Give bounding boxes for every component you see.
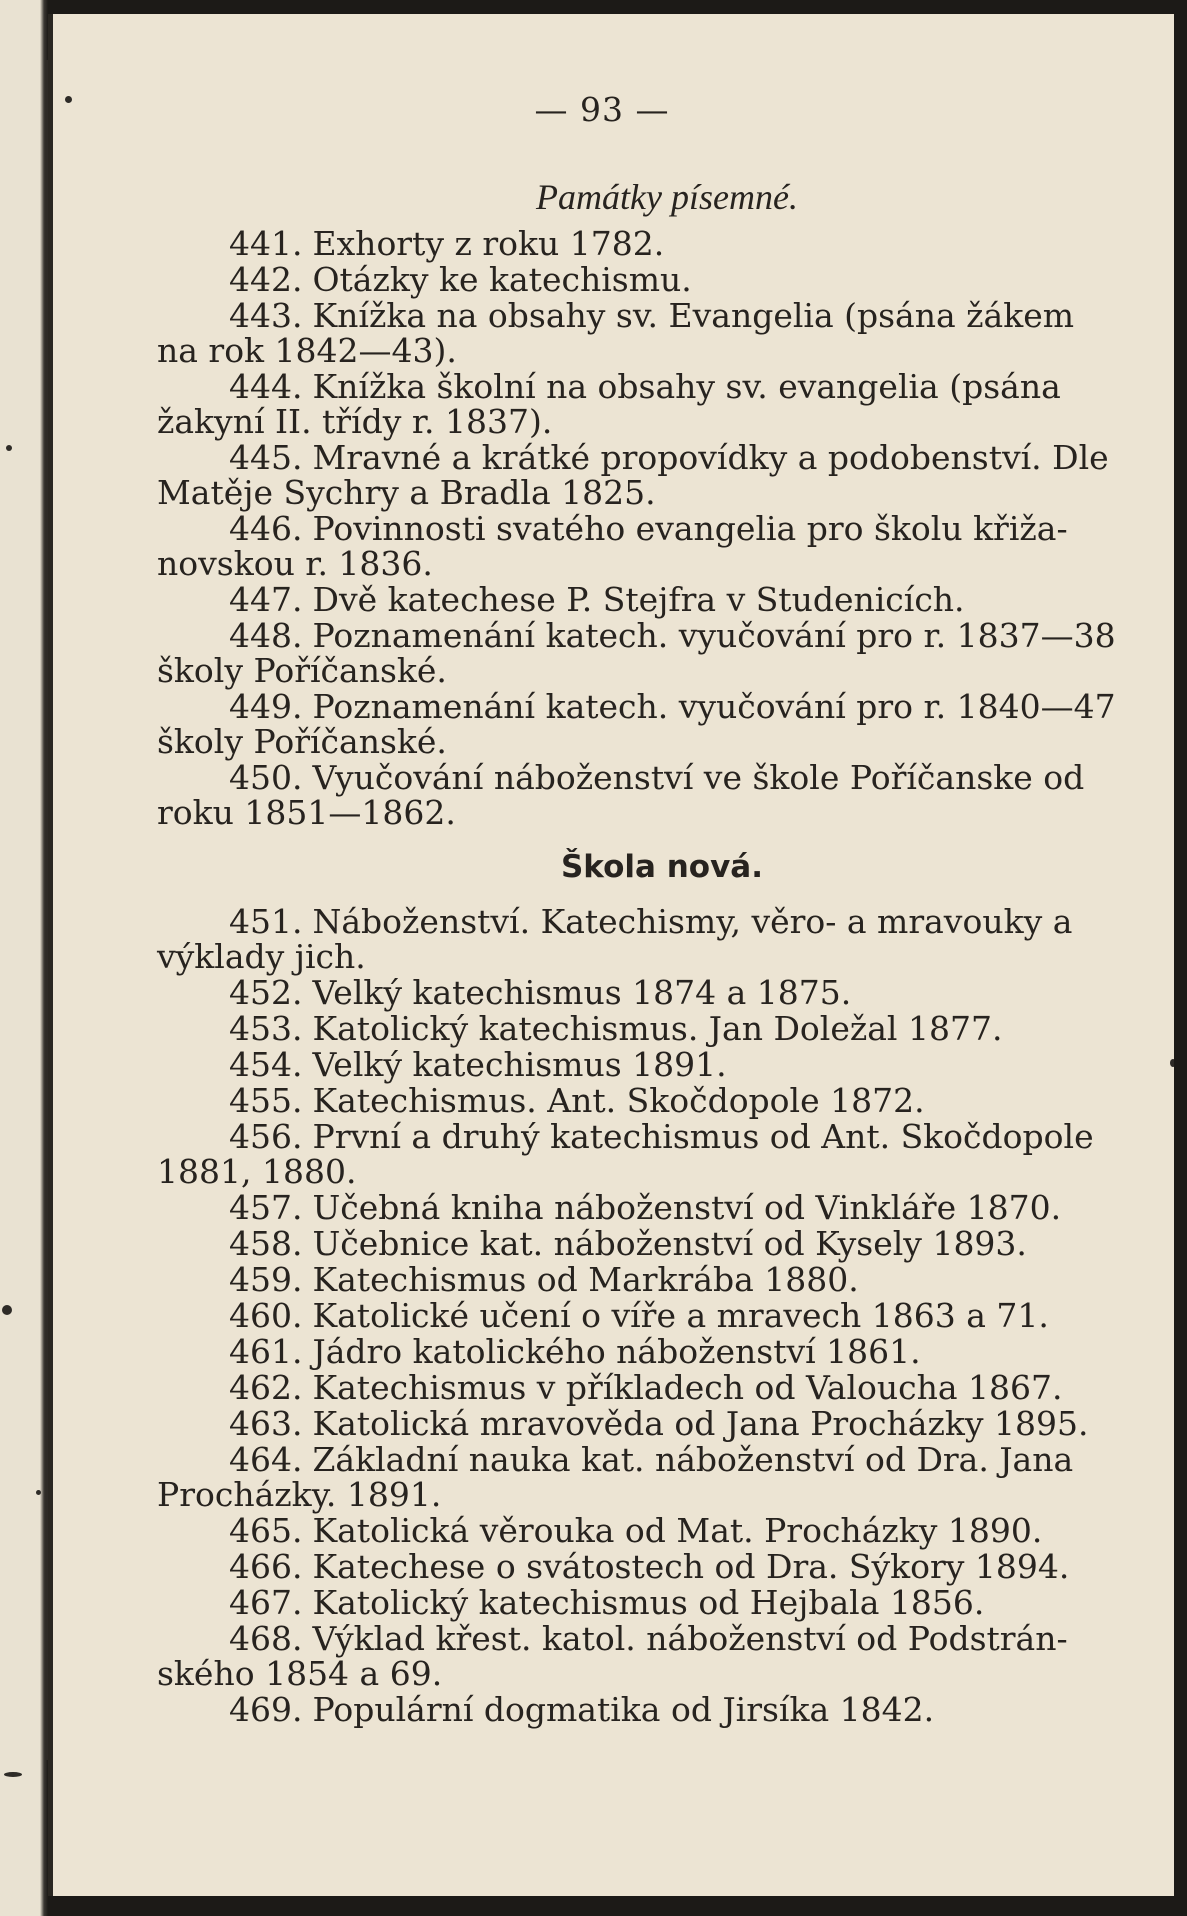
entry-number: 461. bbox=[229, 1332, 303, 1371]
catalog-entry bbox=[157, 904, 1167, 974]
entry-number: 451. bbox=[229, 902, 303, 941]
entry-text: Katechismus od Markrába 1880. bbox=[312, 1260, 859, 1299]
entry-text: Knížka na obsahy sv. Evangelia (psána žákem bbox=[312, 296, 1075, 335]
entry-number: 445. bbox=[229, 438, 303, 477]
catalog-entry bbox=[157, 1585, 1167, 1620]
entry-first-line bbox=[157, 1513, 1167, 1548]
entry-continuation-line: školy Poříčanské. bbox=[157, 651, 447, 690]
entry-text: Katolický katechismus. Jan Doležal 1877. bbox=[312, 1009, 1003, 1048]
entry-text: Knížka školní na obsahy sv. evangelia (psána bbox=[312, 367, 1061, 406]
catalog-entry bbox=[157, 1047, 1167, 1082]
entry-first-line bbox=[157, 298, 1167, 333]
entry-continuation-line: 1881, 1880. bbox=[157, 1152, 357, 1191]
book-binding-edge bbox=[0, 0, 48, 1916]
entry-text: Základní nauka kat. náboženství od Dra. Jana bbox=[312, 1440, 1074, 1479]
entry-text: Povinnosti svatého evangelia pro školu křiža- bbox=[312, 509, 1068, 548]
entry-text: Velký katechismus 1891. bbox=[312, 1045, 727, 1084]
entry-list-written-records bbox=[157, 226, 1167, 831]
speck bbox=[36, 1490, 41, 1495]
entry-first-line bbox=[157, 226, 1167, 261]
catalog-entry bbox=[157, 262, 1167, 297]
entry-continuation-line: Matěje Sychry a Bradla 1825. bbox=[157, 473, 656, 512]
speck bbox=[6, 445, 12, 451]
entry-first-line bbox=[157, 904, 1167, 939]
entry-number: 454. bbox=[229, 1045, 303, 1084]
entry-number: 453. bbox=[229, 1009, 303, 1048]
entry-text: Katolická mravověda od Jana Procházky 1895. bbox=[312, 1404, 1089, 1443]
catalog-entry bbox=[157, 975, 1167, 1010]
entry-number: 469. bbox=[229, 1690, 303, 1729]
entry-first-line bbox=[157, 1298, 1167, 1333]
entry-number: 467. bbox=[229, 1583, 303, 1622]
entry-number: 452. bbox=[229, 973, 303, 1012]
catalog-entry bbox=[157, 618, 1167, 688]
entry-text: Exhorty z roku 1782. bbox=[312, 224, 665, 263]
entry-first-line bbox=[157, 1119, 1167, 1154]
entry-first-line bbox=[157, 975, 1167, 1010]
entry-first-line bbox=[157, 582, 1167, 617]
entry-first-line bbox=[157, 1226, 1167, 1261]
entry-list-new-school bbox=[157, 904, 1167, 1728]
entry-text: Katechismus. Ant. Skočdopole 1872. bbox=[312, 1081, 925, 1120]
entry-first-line bbox=[157, 1190, 1167, 1225]
entry-first-line bbox=[157, 369, 1167, 404]
entry-number: 443. bbox=[229, 296, 303, 335]
entry-number: 462. bbox=[229, 1368, 303, 1407]
entry-text: Katechismus v příkladech od Valoucha 1867. bbox=[312, 1368, 1063, 1407]
catalog-entry bbox=[157, 1011, 1167, 1046]
entry-number: 468. bbox=[229, 1619, 303, 1658]
catalog-entry bbox=[157, 582, 1167, 617]
entry-text: Poznamenání katech. vyučování pro r. 1837—38 bbox=[312, 616, 1116, 655]
entry-first-line bbox=[157, 1549, 1167, 1584]
catalog-entry bbox=[157, 1083, 1167, 1118]
entry-continuation-line: novskou r. 1836. bbox=[157, 544, 433, 583]
page-number: — 93 — bbox=[534, 90, 670, 129]
section-heading-new-school: Škola nová. bbox=[560, 849, 763, 885]
catalog-entry bbox=[157, 1406, 1167, 1441]
entry-text: Otázky ke katechismu. bbox=[312, 260, 692, 299]
entry-number: 450. bbox=[229, 758, 303, 797]
catalog-entry bbox=[157, 1513, 1167, 1548]
entry-first-line bbox=[157, 1692, 1167, 1727]
entry-first-line bbox=[157, 1047, 1167, 1082]
entry-number: 444. bbox=[229, 367, 303, 406]
catalog-entry bbox=[157, 369, 1167, 439]
entry-text: Katolický katechismus od Hejbala 1856. bbox=[312, 1583, 985, 1622]
catalog-entry bbox=[157, 511, 1167, 581]
entry-first-line bbox=[157, 1406, 1167, 1441]
entry-number: 465. bbox=[229, 1511, 303, 1550]
catalog-entry bbox=[157, 1119, 1167, 1189]
entry-text: Náboženství. Katechismy, věro- a mravouky a bbox=[312, 902, 1073, 941]
entry-first-line bbox=[157, 1011, 1167, 1046]
catalog-entry bbox=[157, 1692, 1167, 1727]
entry-text: Učebnice kat. náboženství od Kysely 1893. bbox=[312, 1224, 1027, 1263]
entry-first-line bbox=[157, 1262, 1167, 1297]
entry-first-line bbox=[157, 1585, 1167, 1620]
entry-first-line bbox=[157, 1334, 1167, 1369]
entry-number: 460. bbox=[229, 1296, 303, 1335]
entry-text: Katechese o svátostech od Dra. Sýkory 1894. bbox=[312, 1547, 1070, 1586]
entry-number: 466. bbox=[229, 1547, 303, 1586]
entry-first-line bbox=[157, 760, 1167, 795]
catalog-entry bbox=[157, 1442, 1167, 1512]
entry-number: 457. bbox=[229, 1188, 303, 1227]
entry-number: 463. bbox=[229, 1404, 303, 1443]
entry-text: Katolická věrouka od Mat. Procházky 1890. bbox=[312, 1511, 1043, 1550]
speck bbox=[2, 1305, 12, 1315]
catalog-entry bbox=[157, 1549, 1167, 1584]
entry-number: 456. bbox=[229, 1117, 303, 1156]
book-page bbox=[48, 14, 1174, 1896]
entry-continuation-line: ského 1854 a 69. bbox=[157, 1654, 443, 1693]
entry-text: Dvě katechese P. Stejfra v Studenicích. bbox=[312, 580, 965, 619]
catalog-entry bbox=[157, 1262, 1167, 1297]
catalog-entry bbox=[157, 1298, 1167, 1333]
entry-first-line bbox=[157, 511, 1167, 546]
entry-number: 458. bbox=[229, 1224, 303, 1263]
entry-number: 441. bbox=[229, 224, 303, 263]
entry-first-line bbox=[157, 262, 1167, 297]
entry-first-line bbox=[157, 440, 1167, 475]
entry-text: Jádro katolického náboženství 1861. bbox=[312, 1332, 921, 1371]
entry-number: 448. bbox=[229, 616, 303, 655]
catalog-entry bbox=[157, 1621, 1167, 1691]
entry-continuation-line: roku 1851—1862. bbox=[157, 793, 456, 832]
entry-number: 447. bbox=[229, 580, 303, 619]
entry-continuation-line: Procházky. 1891. bbox=[157, 1475, 442, 1514]
catalog-entry bbox=[157, 1334, 1167, 1369]
speck bbox=[4, 1772, 22, 1777]
entry-number: 446. bbox=[229, 509, 303, 548]
catalog-entry bbox=[157, 689, 1167, 759]
entry-first-line bbox=[157, 1621, 1167, 1656]
catalog-entry bbox=[157, 440, 1167, 510]
catalog-entry bbox=[157, 1226, 1167, 1261]
entry-continuation-line: výklady jich. bbox=[157, 937, 366, 976]
entry-first-line bbox=[157, 689, 1167, 724]
entry-number: 464. bbox=[229, 1440, 303, 1479]
entry-number: 449. bbox=[229, 687, 303, 726]
section-heading-written-records: Památky písemné. bbox=[536, 177, 798, 217]
entry-number: 455. bbox=[229, 1081, 303, 1120]
entry-text: Učebná kniha náboženství od Vinkláře 1870. bbox=[312, 1188, 1062, 1227]
entry-text: Vyučování náboženství ve škole Poříčanske od bbox=[312, 758, 1085, 797]
catalog-entry bbox=[157, 298, 1167, 368]
entry-number: 442. bbox=[229, 260, 303, 299]
entry-text: Poznamenání katech. vyučování pro r. 1840—47 bbox=[312, 687, 1116, 726]
speck bbox=[65, 96, 72, 103]
entry-first-line bbox=[157, 1083, 1167, 1118]
entry-continuation-line: na rok 1842—43). bbox=[157, 331, 457, 370]
entry-text: Mravné a krátké propovídky a podobenství. Dle bbox=[312, 438, 1109, 477]
entry-text: Velký katechismus 1874 a 1875. bbox=[312, 973, 852, 1012]
entry-first-line bbox=[157, 1442, 1167, 1477]
entry-text: Katolické učení o víře a mravech 1863 a 71. bbox=[312, 1296, 1049, 1335]
entry-text: Výklad křest. katol. náboženství od Podstrán- bbox=[312, 1619, 1068, 1658]
entry-continuation-line: žakyní II. třídy r. 1837). bbox=[157, 402, 553, 441]
catalog-entry bbox=[157, 1370, 1167, 1405]
entry-text: První a druhý katechismus od Ant. Skočdopole bbox=[312, 1117, 1094, 1156]
catalog-entry bbox=[157, 226, 1167, 261]
entry-number: 459. bbox=[229, 1260, 303, 1299]
catalog-entry bbox=[157, 760, 1167, 830]
catalog-entry bbox=[157, 1190, 1167, 1225]
entry-first-line bbox=[157, 1370, 1167, 1405]
entry-continuation-line: školy Poříčanské. bbox=[157, 722, 447, 761]
entry-first-line bbox=[157, 618, 1167, 653]
speck bbox=[1170, 1059, 1174, 1067]
entry-text: Populární dogmatika od Jirsíka 1842. bbox=[312, 1690, 935, 1729]
